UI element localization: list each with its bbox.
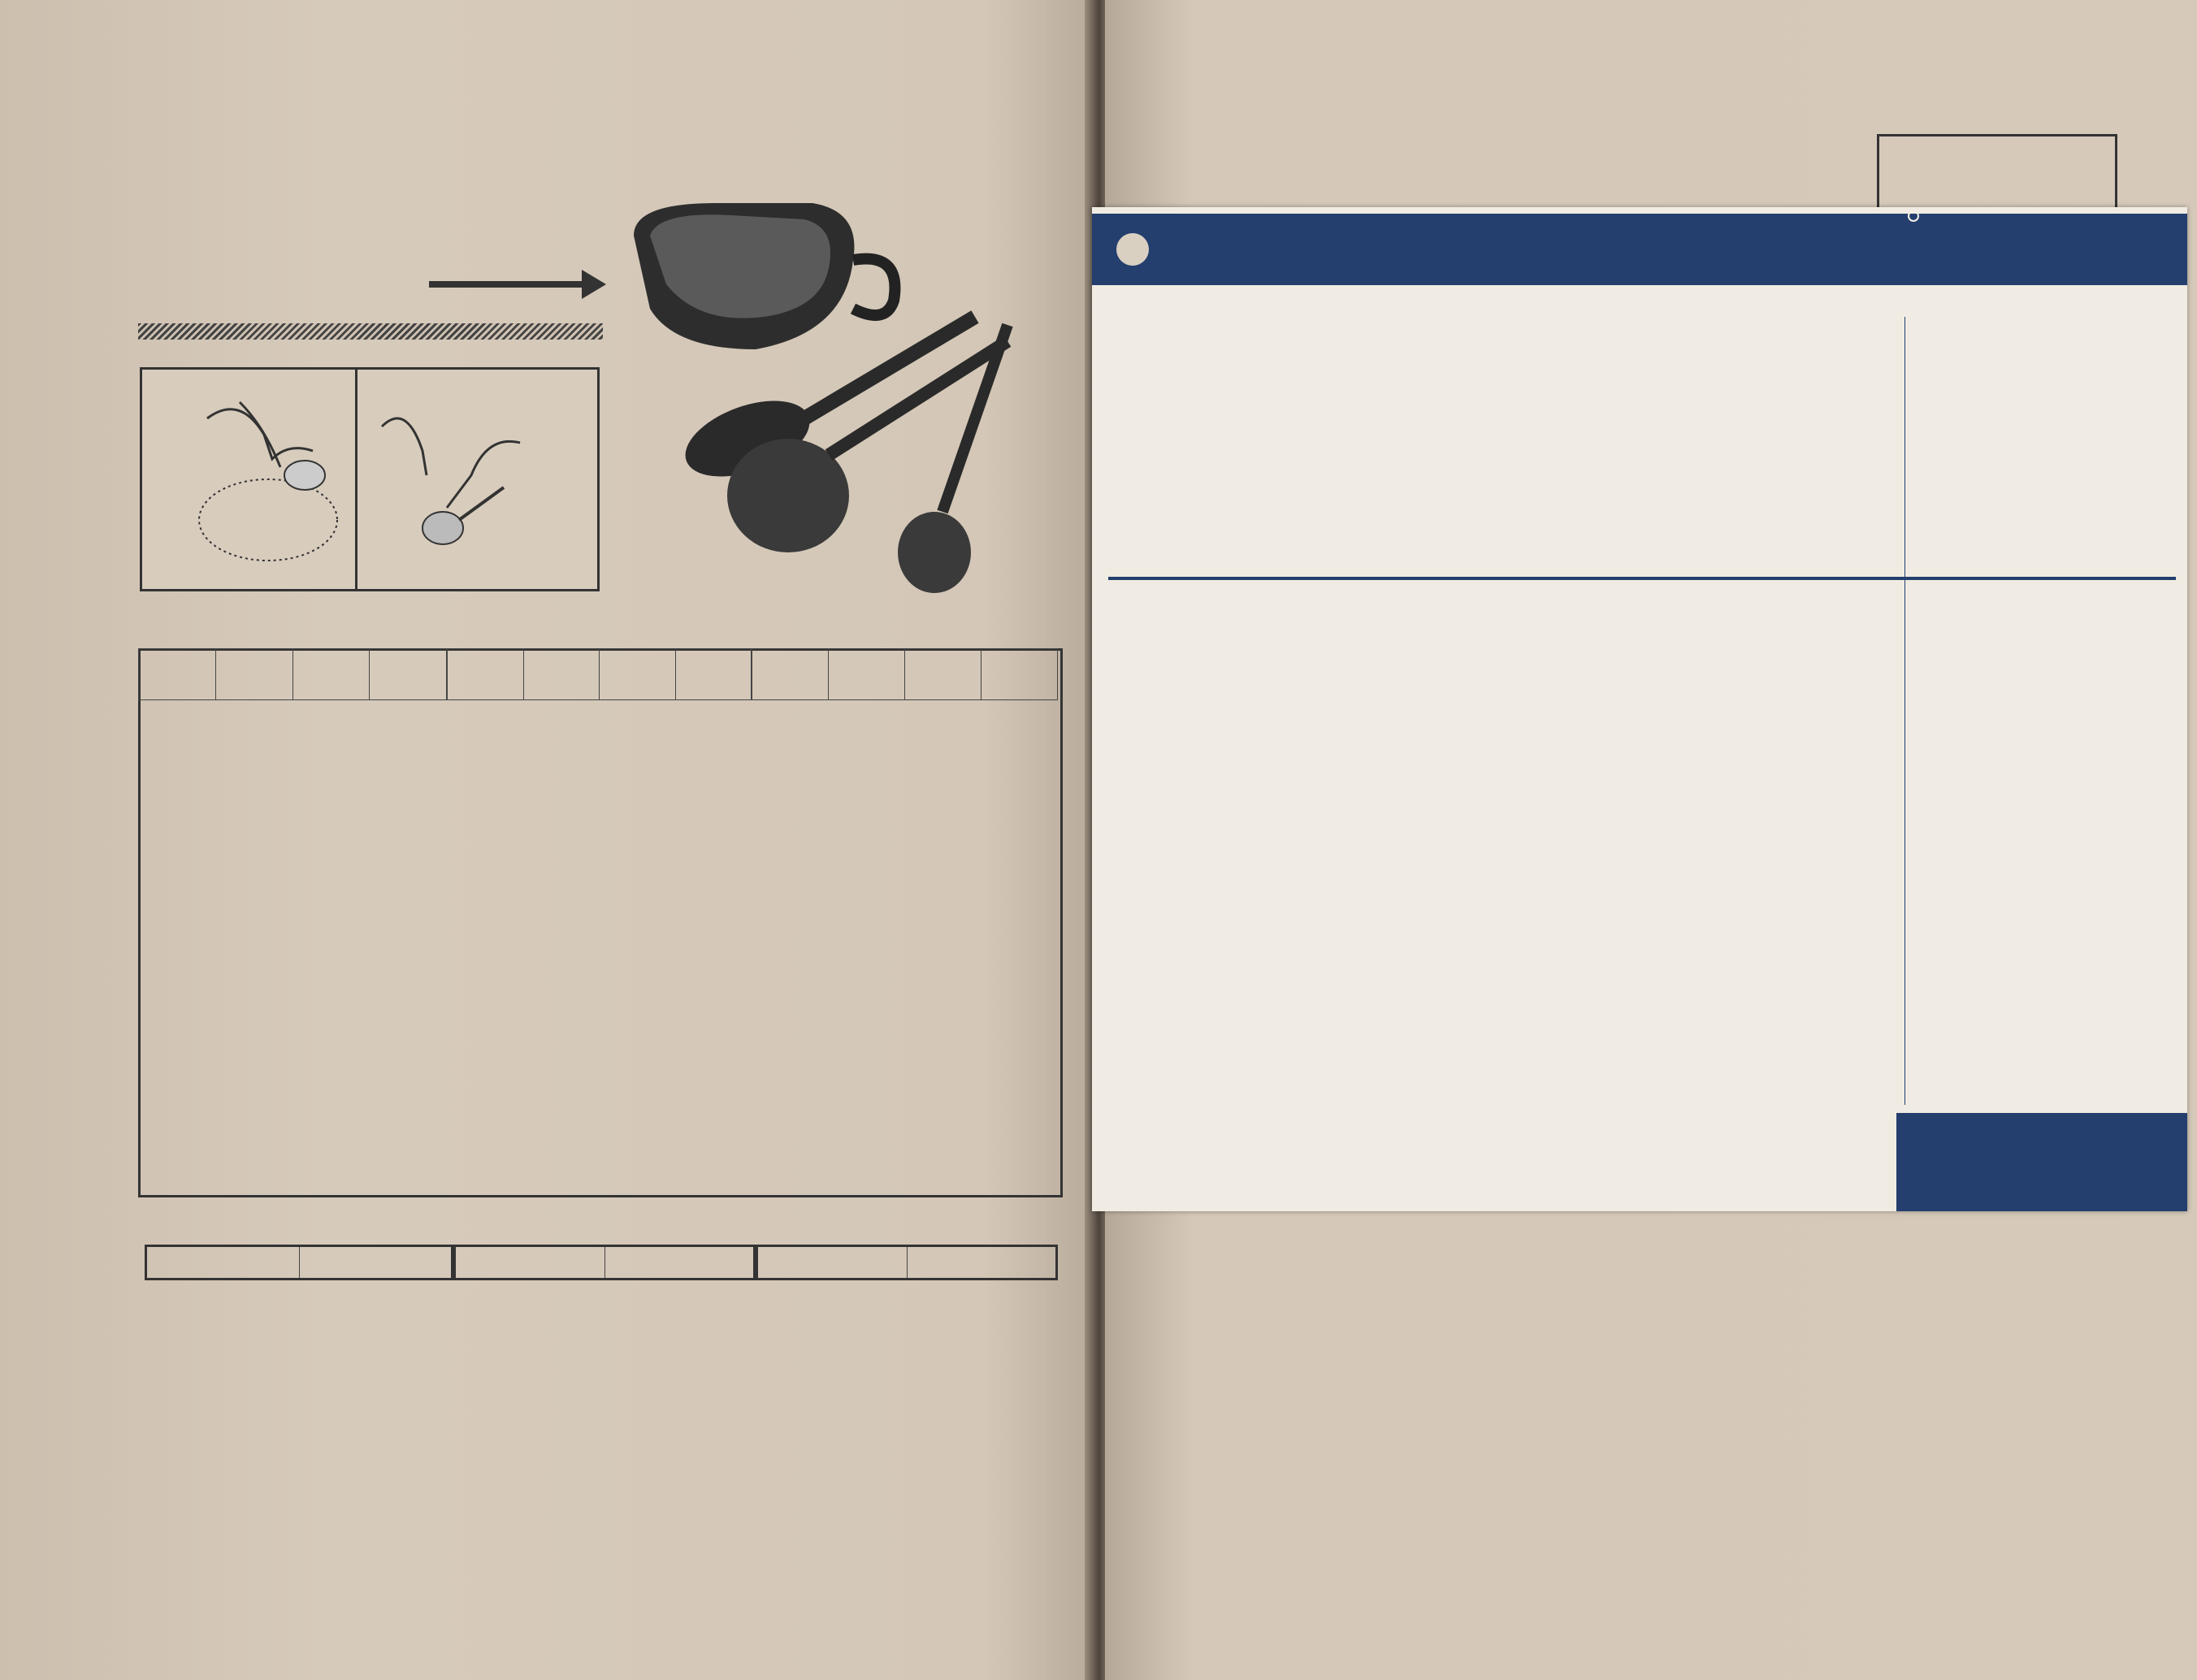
half-spoon-illustration — [374, 386, 528, 573]
hatched-divider — [138, 323, 603, 340]
spoon-table-col2 — [447, 648, 752, 700]
cup-header-cup — [604, 1246, 755, 1279]
measuring-tools-photo — [618, 187, 1072, 609]
card-divider — [1904, 317, 1905, 1105]
left-page — [0, 0, 1093, 1680]
spatula-scrape-illustration — [191, 386, 345, 573]
illustration-divider — [355, 370, 358, 589]
hole-icon — [1908, 210, 1919, 222]
cup-table-col2 — [453, 1245, 756, 1280]
publisher-box — [1896, 1113, 2187, 1211]
cup-header-cup — [299, 1246, 453, 1279]
spoon-table-col1 — [138, 648, 447, 700]
card-circle-icon — [1116, 233, 1149, 266]
cup-header-cup — [907, 1246, 1057, 1279]
cup-header-food — [455, 1246, 605, 1279]
card-rule — [1108, 577, 2176, 580]
cup-table-col1 — [145, 1245, 453, 1280]
cup-table-col3 — [756, 1245, 1058, 1280]
cup-header-food — [146, 1246, 300, 1279]
recipe-card-header — [1092, 214, 2187, 285]
cup-header-food — [757, 1246, 908, 1279]
illustration-panel — [140, 367, 600, 591]
recipe-card — [1092, 207, 2187, 1211]
spoon-table-frame — [138, 648, 1063, 1197]
arrow-right-icon — [429, 281, 592, 288]
corner-box — [1877, 134, 2117, 214]
spoon-table-col3 — [752, 648, 1058, 700]
